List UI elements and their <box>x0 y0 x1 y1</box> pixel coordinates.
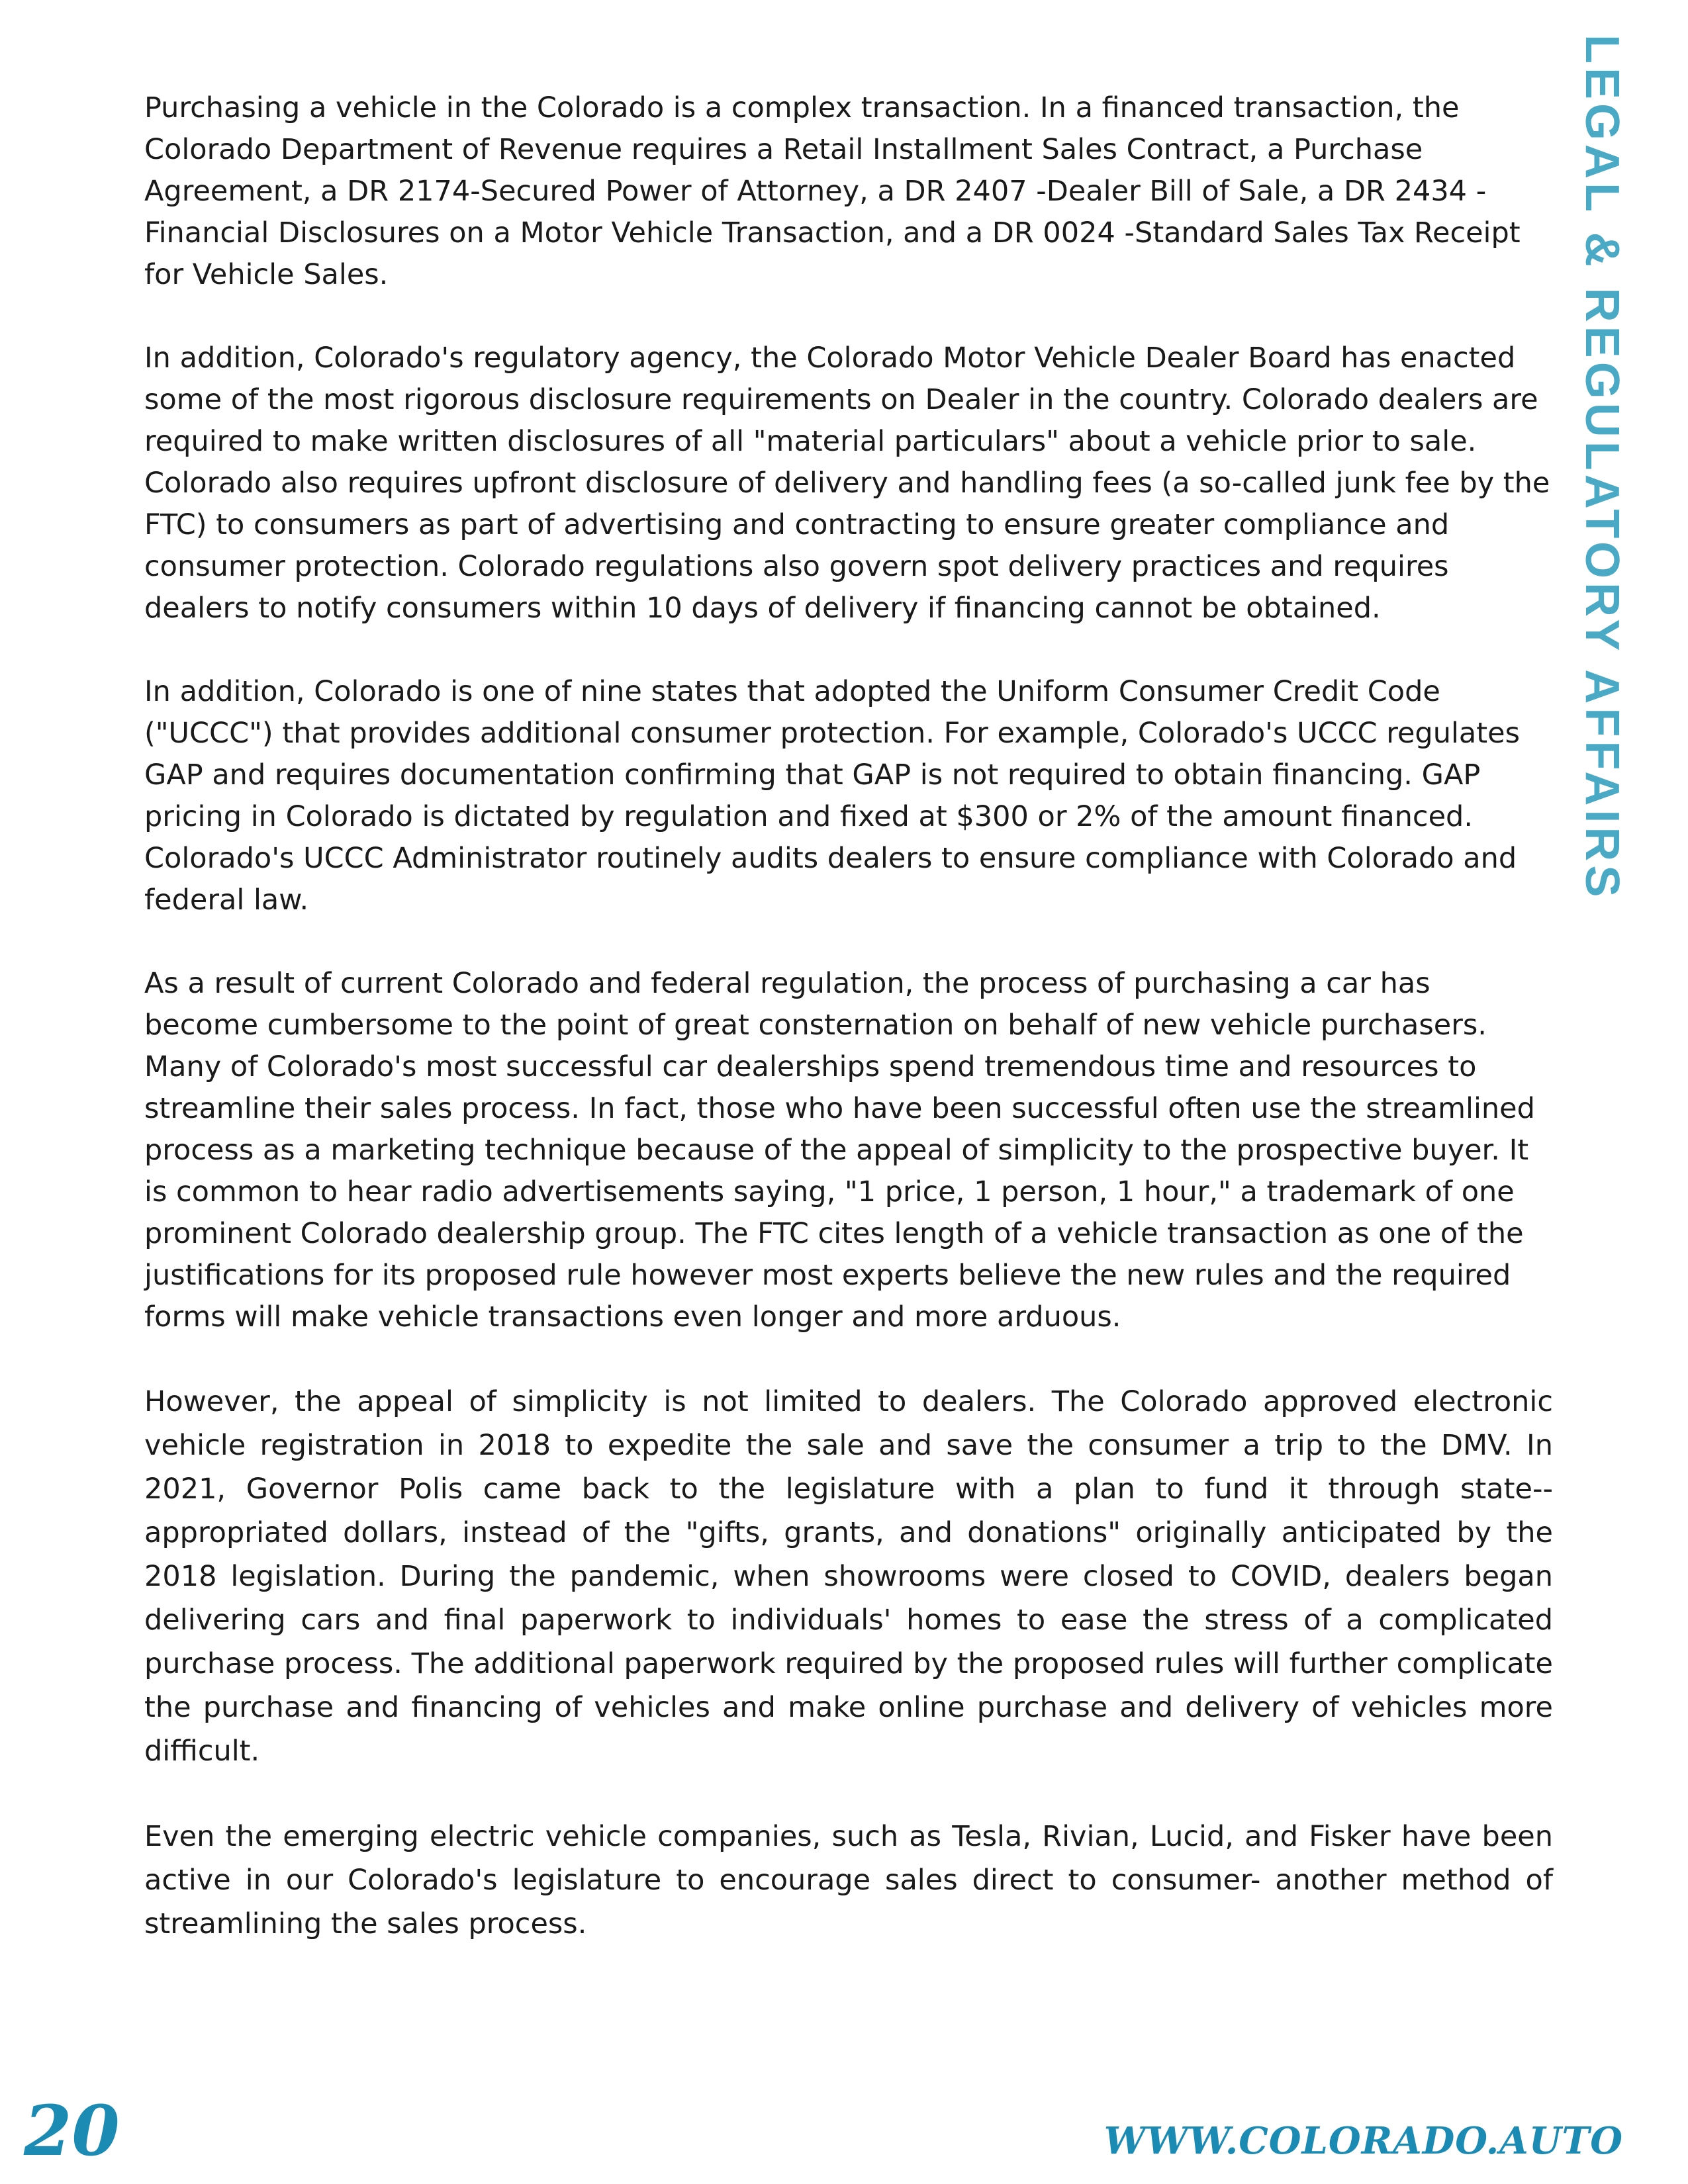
article-body <box>144 87 1553 1987</box>
website-link[interactable]: WWW.COLORADO.AUTO <box>1103 2119 1623 2163</box>
page-number: 20 <box>24 2090 120 2171</box>
paragraph-uccc: In addition, Colorado is one of nine states that adopted the Uniform Consumer Credit Code ("UCCC") that provides additional consumer protection. For example, Colorado's UCCC regulates GAP and requires documentation confirming that GAP is not required to obtain financing. GAP pricing in Colorado is dictated by regulation and fixed at $300 or 2% of the amount financed. Colorado's UCCC Administrator routinely audits dealers to ensure compliance with Colorado and federal law. <box>144 675 1520 917</box>
paragraph-dmv-forms: Purchasing a vehicle in the Colorado is a complex transaction. In a financed transaction, the Colorado Department of Revenue requires a Retail Installment Sales Contract, a Purchase Agreement, a DR 2174-Secured Power of Attorney, a DR 2407 -Dealer Bill of Sale, a DR 2434 - Financial Disclosures on a Motor Vehicle Transaction, and a DR 0024 -Standard Sales Tax Receipt for Vehicle Sales. <box>144 91 1521 291</box>
paragraph-ev-companies: Even the emerging electric vehicle companies, such as Tesla, Rivian, Lucid, and Fisker have been active in our Colorado's legislature to encourage sales direct to consumer- another method of streamlining the sales process. <box>144 1820 1553 1940</box>
section-heading-vertical: LEGAL & REGULATORY AFFAIRS <box>1575 34 1628 901</box>
paragraph-simplicity: However, the appeal of simplicity is not limited to dealers. The Colorado approved electronic vehicle registration in 2018 to expedite the sale and save the consumer a trip to the DMV. In 2021, Governor Polis came back to the legislature with a plan to fund it through state--appropriated dollars, instead of the "gifts, grants, and donations" originally anticipated by the 2018 legislation. During the pandemic, when showrooms were closed to COVID, dealers began delivering cars and final paperwork to individuals' homes to ease the stress of a complicated purchase process. The additional paperwork required by the proposed rules will further complicate the purchase and financing of vehicles and make online purchase and delivery of vehicles more difficult. <box>144 1385 1553 1768</box>
paragraph-streamlining: As a result of current Colorado and federal regulation, the process of purchasing a car has become cumbersome to the point of great consternation on behalf of new vehicle purchasers. Many of Colorado's most successful car dealerships spend tremendous time and resources to streamline their sales process. In fact, those who have been successful often use the streamlined process as a marketing technique because of the appeal of simplicity to the prospective buyer. It is common to hear radio advertisements saying, "1 price, 1 person, 1 hour," a trademark of one prominent Colorado dealership group. The FTC cites length of a vehicle transaction as one of the justifications for its proposed rule however most experts believe the new rules and the required forms will make vehicle transactions even longer and more arduous. <box>144 967 1535 1334</box>
paragraph-dealer-board: In addition, Colorado's regulatory agency, the Colorado Motor Vehicle Dealer Board has enacted some of the most rigorous disclosure requirements on Dealer in the country. Colorado dealers are required to make written disclosures of all "material particulars" about a vehicle prior to sale. Colorado also requires upfront disclosure of delivery and handling fees (a so-called junk fee by the FTC) to consumers as part of advertising and contracting to ensure greater compliance and consumer protection. Colorado regulations also govern spot delivery practices and requires dealers to notify consumers within 10 days of delivery if financing cannot be obtained. <box>144 341 1550 625</box>
